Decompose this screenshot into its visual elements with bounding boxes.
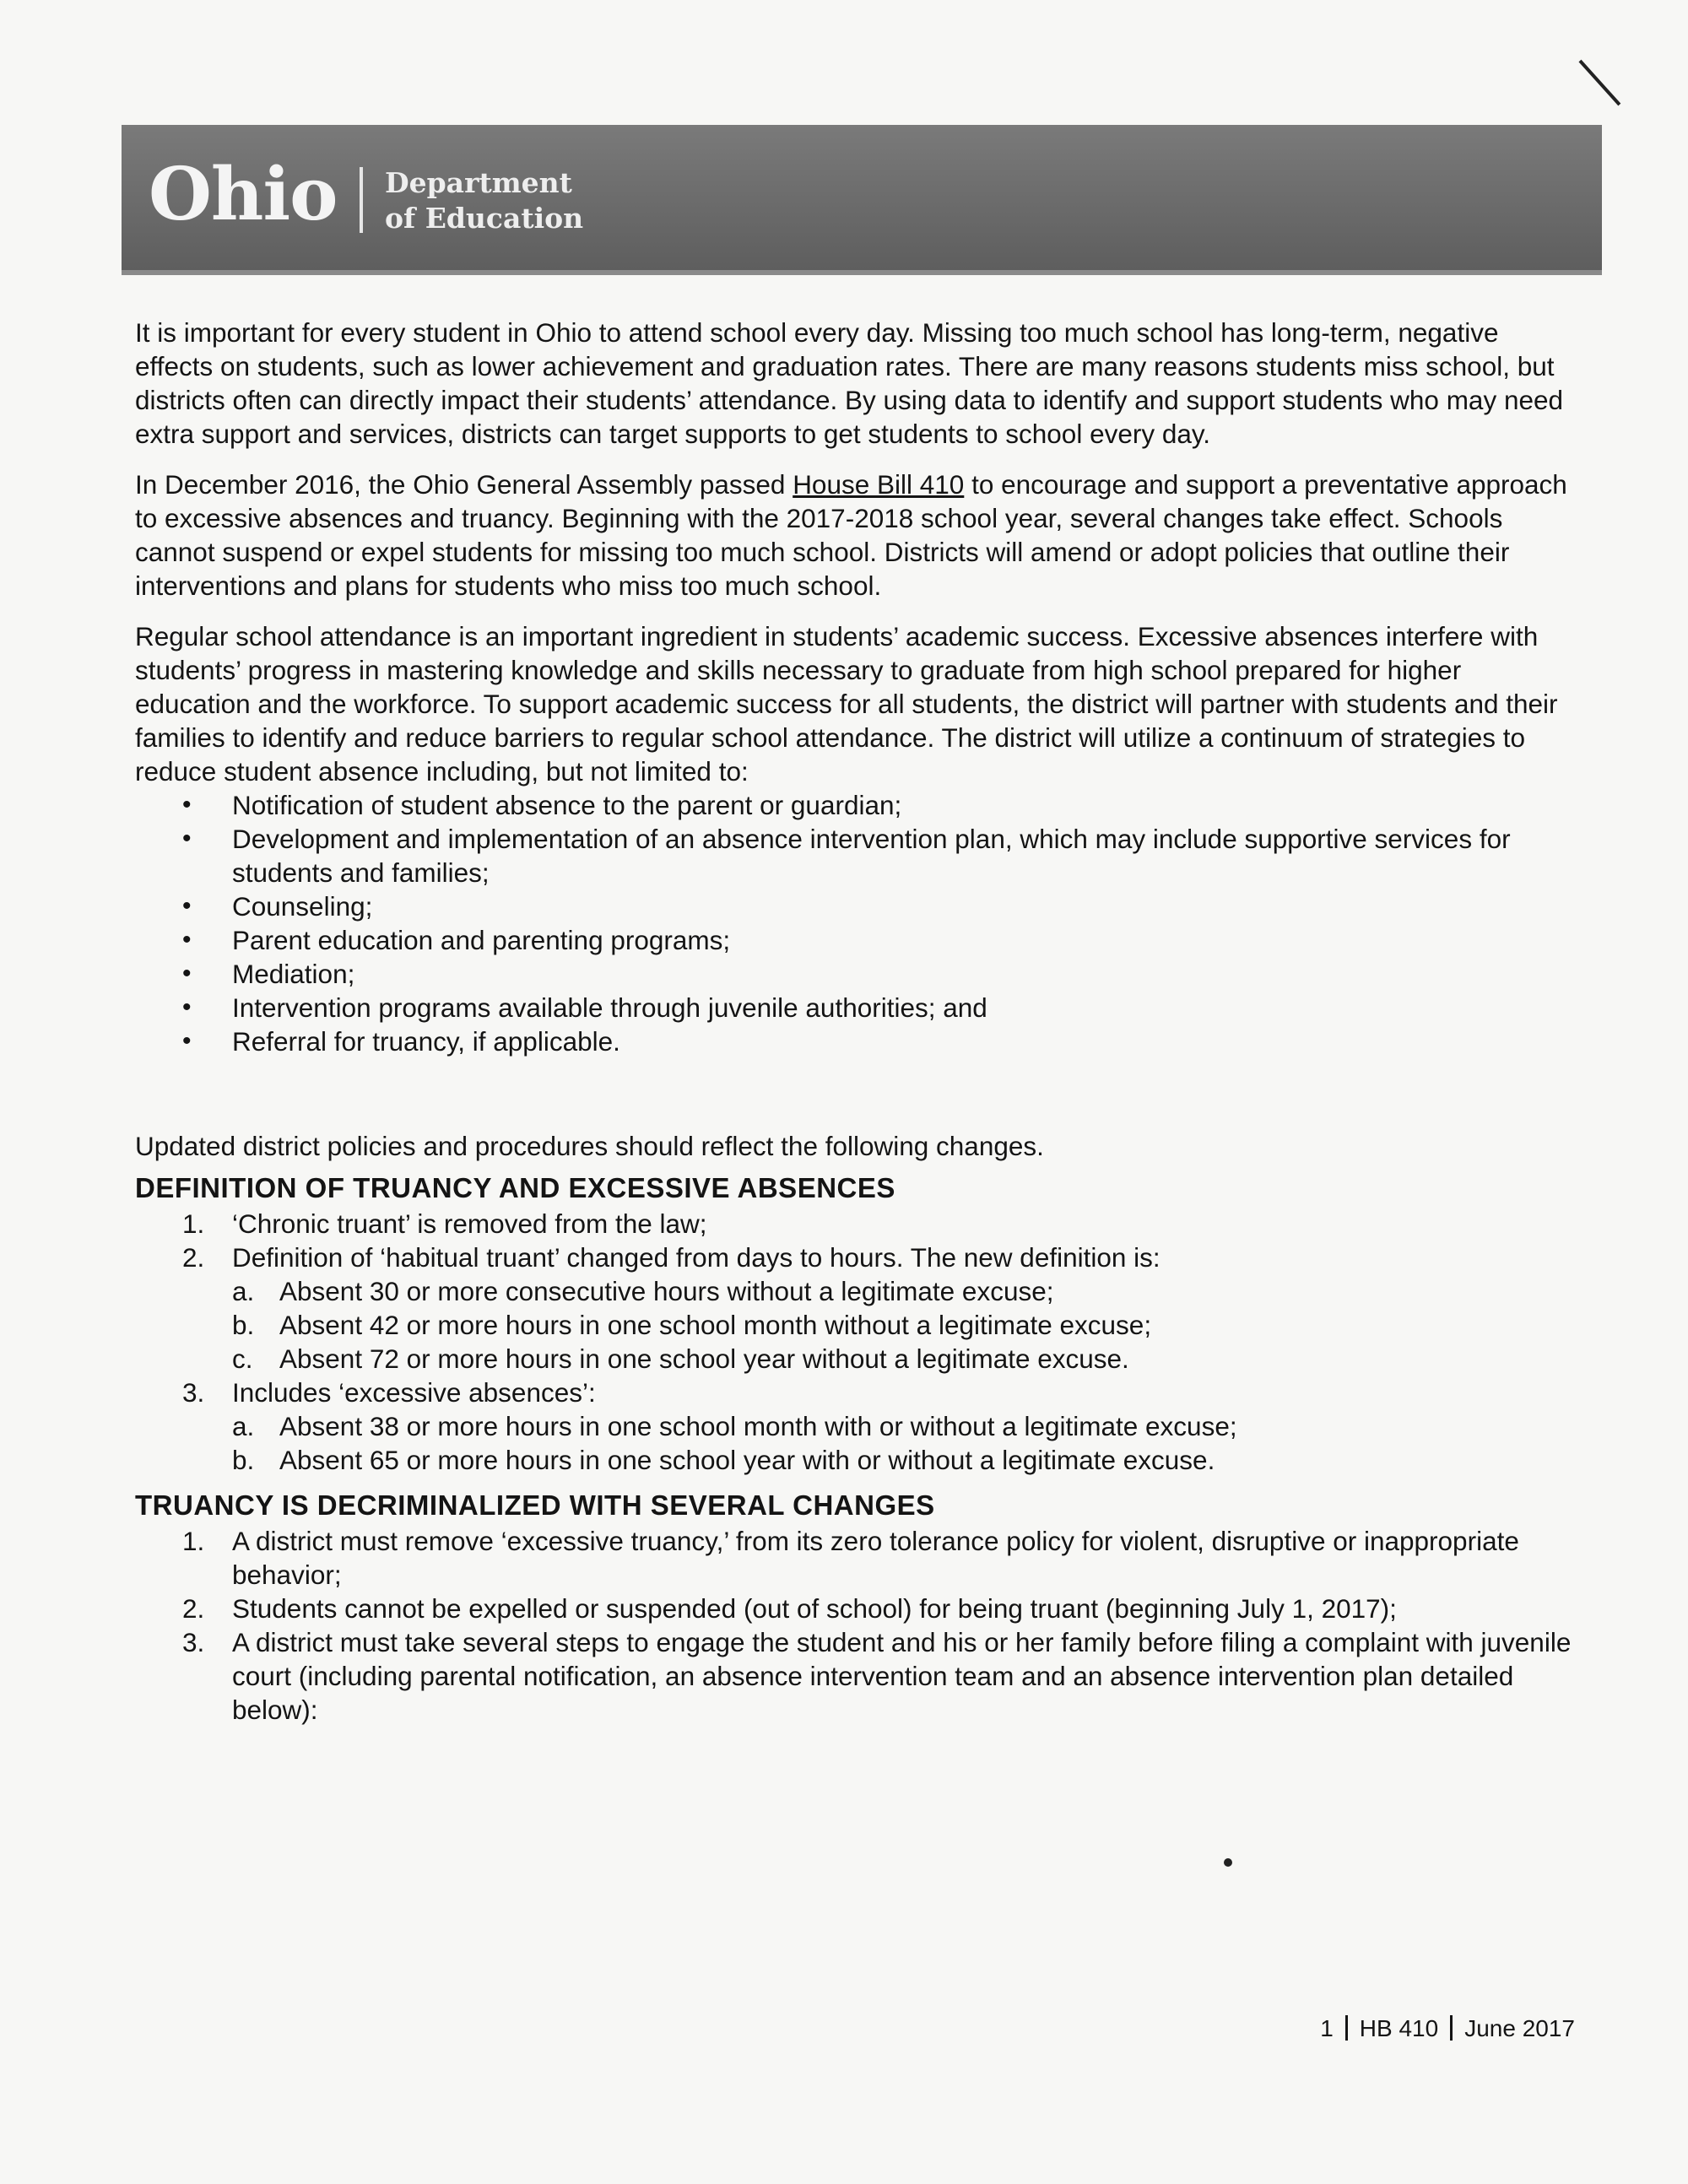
sub-item-text: Absent 65 or more hours in one school year with or without a legitimate excuse. (279, 1445, 1215, 1475)
bullet-text: Parent education and parenting programs; (232, 925, 731, 955)
department-name (385, 165, 583, 236)
sub-item-letter: b. (232, 1310, 255, 1340)
bullet-text: Intervention programs available through juvenile authorities; and (232, 992, 987, 1023)
sub-item-text: Absent 38 or more hours in one school month with or without a legitimate excuse; (279, 1411, 1237, 1441)
bullet-text: Referral for truancy, if applicable. (232, 1026, 620, 1057)
footer-divider (1450, 2015, 1453, 2041)
sub-item-letter: b. (232, 1445, 255, 1475)
item-number: 1. (182, 1526, 205, 1556)
intro-paragraph-1: It is important for every student in Ohio to attend school every day. Missing too much school has long-term, negative effects on students, such as lower achievement and graduation rates. There are many reasons students miss school, but districts often can directly impact their students’ attendance. By using data to identify and support students who may need extra support and services, districts can target supports to get students to school every day. (135, 317, 1564, 449)
item-number: 2. (182, 1242, 205, 1273)
bullet-dot: • (182, 791, 192, 819)
intro-p2-before: In December 2016, the Ohio General Assembly passed (135, 469, 793, 500)
updated-policies-line: Updated district policies and procedures should reflect the following changes. (135, 1131, 1044, 1161)
header-banner (122, 125, 1602, 275)
item-text: Includes ‘excessive absences’: (232, 1377, 596, 1408)
section1-item (135, 1207, 1580, 1241)
sub-item (232, 1342, 1580, 1376)
bullet-dot: • (182, 892, 192, 920)
scan-mark (1579, 60, 1621, 106)
scan-speck (1224, 1858, 1232, 1867)
bullet-item (135, 889, 1580, 923)
bullet-text: Counseling; (232, 891, 373, 922)
body-content (135, 316, 1580, 1727)
item-text: A district must remove ‘excessive truancy,’ from its zero tolerance policy for violent, disruptive or inappropriate behavior; (232, 1526, 1519, 1590)
bullet-item (135, 788, 1580, 822)
item-number: 3. (182, 1627, 205, 1657)
bullet-text: Development and implementation of an absence intervention plan, which may include supportive services for students and families; (232, 824, 1511, 888)
sub-item-letter: a. (232, 1276, 255, 1306)
section1-heading: DEFINITION OF TRUANCY AND EXCESSIVE ABSENCES (135, 1172, 895, 1203)
department-line-1: Department (385, 166, 572, 199)
section2-item (135, 1524, 1580, 1592)
item-text: Definition of ‘habitual truant’ changed from days to hours. The new definition is: (232, 1242, 1160, 1273)
section1-list (135, 1207, 1580, 1477)
intro-paragraph-3: Regular school attendance is an important ingredient in students’ academic success. Excessive absences interfere with students’ progress in mastering knowledge and skills necessary to graduate from high school prepared for higher education and the workforce. To support academic success for all students, the district will partner with students and their families to identify and reduce barriers to regular school attendance. The district will utilize a continuum of strategies to reduce student absence including, but not limited to: (135, 621, 1558, 787)
item-number: 2. (182, 1593, 205, 1624)
ohio-logo-word: Ohio (149, 152, 338, 237)
item-number: 1. (182, 1208, 205, 1239)
house-bill-410-link[interactable]: House Bill 410 (793, 469, 965, 500)
sub-item-text: Absent 42 or more hours in one school month without a legitimate excuse; (279, 1310, 1152, 1340)
sub-item (232, 1409, 1580, 1443)
sub-item (232, 1274, 1580, 1308)
bullet-dot: • (182, 993, 192, 1021)
intro-paragraph-2 (135, 468, 1580, 603)
sub-item-letter: a. (232, 1411, 255, 1441)
bullet-dot: • (182, 824, 192, 852)
department-line-2: of Education (385, 202, 584, 235)
bullet-item (135, 957, 1580, 991)
section2-heading: TRUANCY IS DECRIMINALIZED WITH SEVERAL CHANGES (135, 1489, 935, 1521)
section1-item (135, 1241, 1580, 1376)
bullet-text: Notification of student absence to the parent or guardian; (232, 790, 902, 820)
page-footer (1307, 2012, 1575, 2046)
sub-item (232, 1443, 1580, 1477)
bullet-item (135, 1024, 1580, 1058)
sub-item-text: Absent 72 or more hours in one school year without a legitimate excuse. (279, 1343, 1129, 1374)
sub-item-letter: c. (232, 1343, 253, 1374)
bullet-dot: • (182, 1027, 192, 1055)
bullet-dot: • (182, 926, 192, 954)
item-text: Students cannot be expelled or suspended (out of school) for being truant (beginning July 1, 2017); (232, 1593, 1397, 1624)
footer-date: June 2017 (1464, 2015, 1575, 2041)
logo-divider (360, 167, 363, 233)
section1-item (135, 1376, 1580, 1477)
bullet-item (135, 991, 1580, 1024)
sub-item-text: Absent 30 or more consecutive hours without a legitimate excuse; (279, 1276, 1054, 1306)
bullet-item (135, 822, 1580, 889)
section2-item (135, 1625, 1580, 1727)
item-text: A district must take several steps to engage the student and his or her family before filing a complaint with juvenile court (including parental notification, an absence intervention team and an absence intervention plan detailed below): (232, 1627, 1572, 1725)
bullet-dot: • (182, 960, 192, 987)
bullet-text: Mediation; (232, 959, 355, 989)
footer-doc-name: HB 410 (1359, 2015, 1439, 2041)
section2-list (135, 1524, 1580, 1727)
item-number: 3. (182, 1377, 205, 1408)
intro-p2-after: to encourage and support a preventative approach to excessive absences and truancy. Beginning with the 2017-2018 school year, several changes take effect. Schools cannot suspend or expel students for missing too much school. Districts will amend or adopt policies that outline their interventions and plans for students who miss too much school. (135, 469, 1567, 601)
bullet-item (135, 923, 1580, 957)
sub-list (232, 1409, 1580, 1477)
strategy-bullet-list (135, 788, 1580, 1058)
sub-list (232, 1274, 1580, 1376)
sub-item (232, 1308, 1580, 1342)
footer-page-number: 1 (1320, 2015, 1334, 2041)
section2-item (135, 1592, 1580, 1625)
footer-divider (1345, 2015, 1348, 2041)
item-text: ‘Chronic truant’ is removed from the law; (232, 1208, 707, 1239)
